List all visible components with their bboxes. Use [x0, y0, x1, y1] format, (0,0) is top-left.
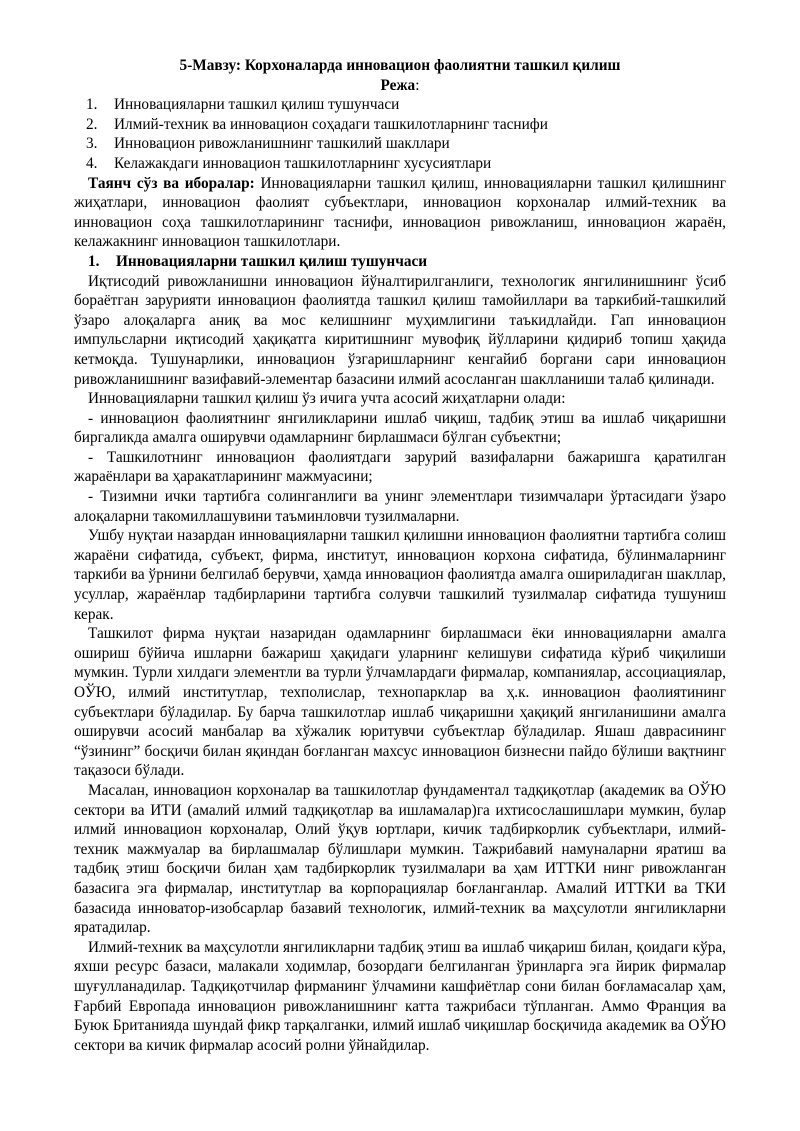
plan-item	[74, 115, 726, 135]
plan-item-text: Илмий-техник ва инновацион соҳадаги ташкилотларнинг таснифи	[114, 115, 548, 133]
plan-item-text: Келажакдаги инновацион ташкилотларнинг хусусиятлари	[114, 154, 492, 172]
keywords-paragraph	[74, 174, 726, 252]
plan-item-number: 1.	[86, 96, 98, 114]
body-paragraph: Инновацияларни ташкил қилиш ўз ичига учта асосий жиҳатларни олади:	[88, 390, 566, 408]
document-title: 5-Мавзу: Корхоналарда инновацион фаолиятни ташкил қилиш	[179, 57, 621, 74]
body-paragraph: Иқтисодий ривожланишни инновацион йўналтирилганлиги, технологик янгилинишнинг ўсиб бораётган зарурияти инновацион фаолиятда ташкил қилиш тамойиллари ва таркибий-ташкилий ўзаро алоқаларга аниқ ва мос келишнинг муҳимлигини таъкидлайди. Гап инновацион импульсларни иқтисодий ҳақиқатга киритишнинг мувофиқ йўлларини қидириб топиш ҳақида кетмоқда. Тушунарлики, инновацион ўзгаришларнинг кенгайиб боргани сари инновацион ривожланишнинг вазифавий-элементар базасини илмий асосланган шаклланиши талаб қилинади.	[74, 272, 726, 388]
plan-heading-label: Режа	[380, 76, 416, 94]
dash-list-item: - инновацион фаолиятнинг янгиликларини ишлаб чиқиш, тадбиқ этиш ва ишлаб чиқаришни биргаликда амалга оширувчи одамларнинг бирлашмаси бўлган субъектни;	[74, 409, 726, 447]
plan-list	[74, 95, 726, 173]
keywords-label: Таянч сўз ва иборалар:	[88, 174, 255, 192]
section-number: 1.	[88, 252, 100, 270]
body-paragraph: Масалан, инновацион корхоналар ва ташкилотлар фундаментал тадқиқотлар (академик ва ОЎЮ сектори ва ИТИ (амалий илмий тадқиқотлар ва ишламалар)га ихтисослашишлари мумкин, булар илмий инновацион корхоналар, Олий ўқув юртлари, кичик тадбиркорлик субъектлари, илмий-техник мажмуалар ва бирлашмалар бўлишлари мумкин. Тажрибавий намуналарни яратиш ва тадбиқ этиш босқичи билан ҳам тадбиркорлик тузилмалари ва ҳам ИТТКИ нинг ривожланган базасига эга фирмалар, институтлар ва корпорациялар боғланганлар. Амалий ИТТКИ ва ТКИ базасида инноватор-изобсарлар базавий технологик, илмий-техник ва маҳсулотли янгиликларни яратадилар.	[74, 781, 726, 937]
plan-item-text: Инновацион ривожланишнинг ташкилий шакллари	[114, 135, 450, 153]
body-paragraph: Ташкилот фирма нуқтаи назаридан одамларнинг бирлашмаси ёки инновацияларни амалга ошириш бўйича ишларни бажариш ҳақидаги уларнинг келишуви сифатида кўриб чиқилиши мумкин. Турли хилдаги элементли ва турли ўлчамлардаги фирмалар, компаниялар, ассоциациялар, ОЎЮ, илмий институтлар, техполислар, технопарклар ва ҳ.к. инновацион фаолиятининг субъектлари бўладилар. Бу барча ташкилотлар ишлаб чиқаришни ҳақиқий янгиланишини амалга оширувчи асосий манбалар ва хўжалик юритувчи субъектлар бўладилар. Яшаш даврасининг “ўзининг” босқичи билан яқиндан боғланган махсус инновацион бизнесни пайдо бўлиши вақтнинг тақазоси бўлади.	[74, 625, 726, 780]
plan-heading	[74, 76, 726, 96]
plan-item-number: 4.	[86, 154, 98, 172]
keywords-text: Инновацияларни ташкил қилиш, инновацияларни ташкил қилишнинг жиҳатлари, инновацион фаолият субъектлари, инновацион корхоналар илмий-техник ва инновацион соҳа ташкилотларининг таснифи, инновацион ривожланиш, инновацион жараён, келажакнинг инновацион ташкилотлари.	[74, 174, 726, 251]
plan-item-text: Инновацияларни ташкил қилиш тушунчаси	[114, 96, 400, 114]
section-heading	[74, 252, 726, 272]
plan-item	[74, 134, 726, 154]
dash-list-item: - Тизимни ички тартибга солинганлиги ва унинг элементлари тизимчалари ўртасидаги ўзаро алоқаларни такомиллашувини таъминловчи тузилмаларни.	[74, 488, 726, 525]
plan-item-number: 3.	[86, 135, 98, 153]
plan-heading-colon: :	[415, 76, 420, 94]
plan-item	[74, 95, 726, 115]
body-paragraph: Илмий-техник ва маҳсулотли янгиликларни тадбиқ этиш ва ишлаб чиқариш билан, қоидаги кўра, яхши ресурс базаси, малакали ходимлар, бозордаги белгиланган ўринларга эга йирик фирмалар шуғулланадилар. Тадқиқотчилар фирманинг ўлчамини кашфиётлар сони билан боғламасалар ҳам, Ғарбий Европада инновацион ривожланишнинг катта тажрибаси тўпланган. Аммо Франция ва Буюк Британияда шундай фикр тарқалганки, илмий ишлаб чиқишлар босқичида академик ва ОЎЮ сектори ва кичик фирмалар асосий ролни ўйнайдилар.	[74, 938, 726, 1054]
section-title: Инновацияларни ташкил қилиш тушунчаси	[116, 252, 428, 270]
plan-item-number: 2.	[86, 115, 98, 133]
plan-item	[74, 154, 726, 174]
dash-list-item: - Ташкилотнинг инновацион фаолиятдаги зарурий вазифаларни бажаришга қаратилган жараёнлари ва ҳаракатларининг мажмуасини;	[74, 448, 726, 486]
body-paragraph: Ушбу нуқтаи назардан инновацияларни ташкил қилишни инновацион фаолиятни тартибга солиш жараёни сифатида, субъект, фирма, институт, инновацион корхона сифатида, бўлинмаларнинг таркиби ва ўрнини белгилаб берувчи, ҳамда инновацион фаолиятда амалга ошириладиган шакллар, усуллар, жараёнлар тадбирларини тартибга солувчи ташкилий тузилмалар сифатида тушуниш керак.	[74, 527, 726, 623]
